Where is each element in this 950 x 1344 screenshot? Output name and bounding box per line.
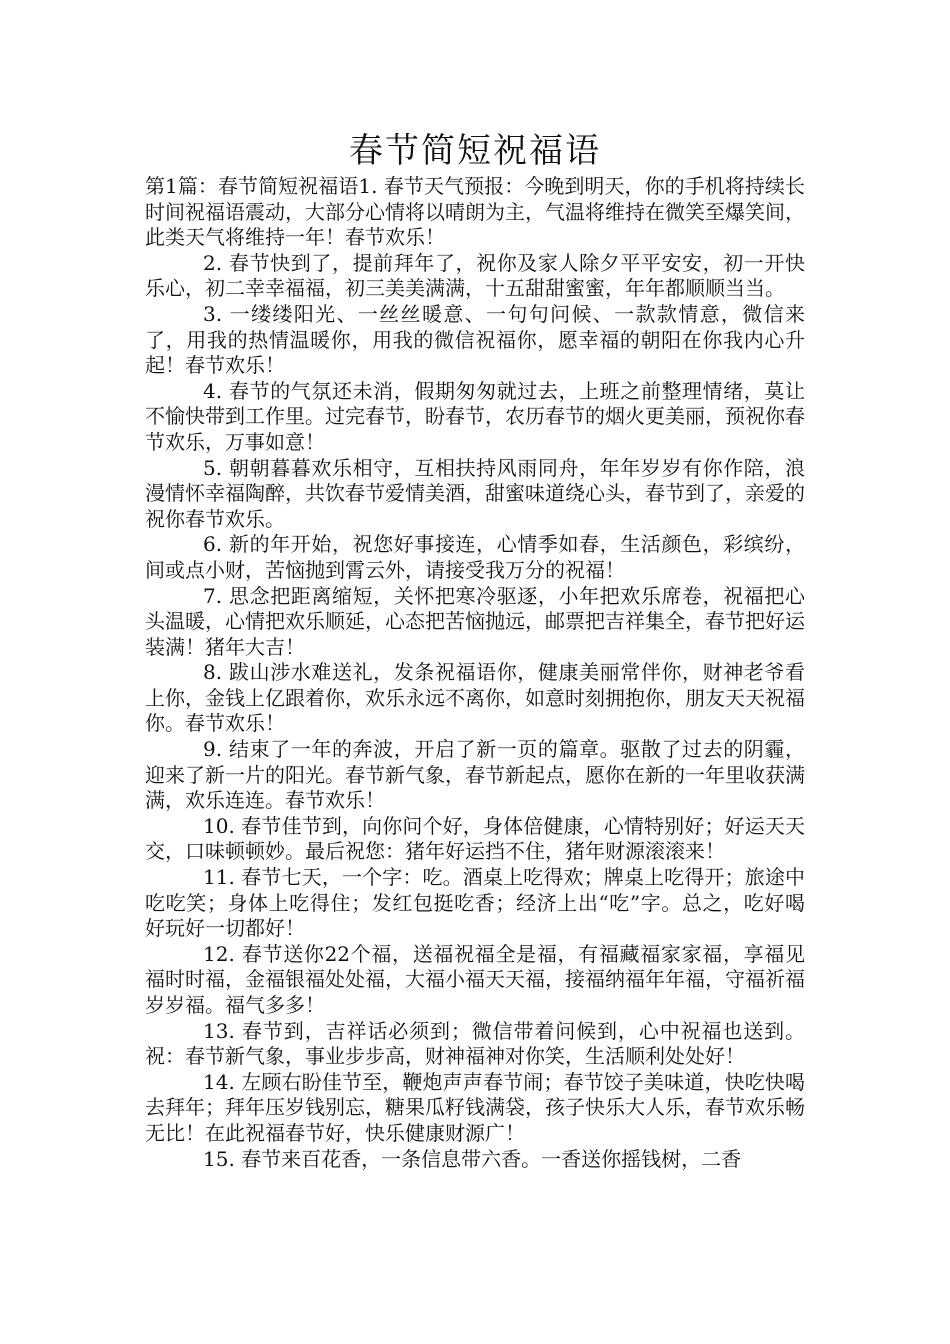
document-body	[145, 174, 805, 1172]
paragraph-12: 12. 春节送你22个福，送福祝福全是福，有福藏福家家福，享福见福时时福，金福银福处处福，大福小福天天福，接福纳福年年福，守福祈福岁岁福。福气多多！	[145, 941, 805, 1017]
paragraph-11: 11. 春节七天，一个字：吃。酒桌上吃得欢；牌桌上吃得开；旅途中吃吃笑；身体上吃得住；发红包挺吃香；经济上出“吃”字。总之，吃好喝好玩好一切都好！	[145, 865, 805, 941]
paragraph-6: 6. 新的年开始，祝您好事接连，心情季如春，生活颜色，彩缤纷，间或点小财，苦恼抛到霄云外，请接受我万分的祝福！	[145, 532, 805, 582]
paragraph-15: 15. 春节来百花香，一条信息带六香。一香送你摇钱树，二香	[203, 1146, 742, 1171]
paragraph-3: 3. 一缕缕阳光、一丝丝暖意、一句句问候、一款款情意，微信来了，用我的热情温暖你，用我的微信祝福你，愿幸福的朝阳在你我内心升起！春节欢乐！	[145, 301, 805, 378]
paragraph-1: 第1篇：春节简短祝福语1. 春节天气预报：今晚到明天，你的手机将持续长时间祝福语震动，大部分心情将以晴朗为主，气温将维持在微笑至爆笑间，此类天气将维持一年！春节欢乐！	[145, 174, 805, 250]
paragraph-2: 2. 春节快到了，提前拜年了，祝你及家人除夕平平安安，初一开快乐心，初二幸幸福福，初三美美满满，十五甜甜蜜蜜，年年都顺顺当当。	[145, 250, 805, 301]
paragraph-14: 14. 左顾右盼佳节至，鞭炮声声春节闹；春节饺子美味道，快吃快喝去拜年；拜年压岁钱别忘，糖果瓜籽钱满袋，孩子快乐大人乐，春节欢乐畅无比！在此祝福春节好，快乐健康财源广！	[145, 1069, 805, 1145]
paragraph-4: 4. 春节的气氛还未消，假期匆匆就过去，上班之前整理情绪，莫让不愉快带到工作里。过完春节，盼春节，农历春节的烟火更美丽，预祝你春节欢乐，万事如意！	[145, 378, 805, 454]
paragraph-13: 13. 春节到，吉祥话必须到；微信带着问候到，心中祝福也送到。祝：春节新气象，事业步步高，财神福神对你笑，生活顺利处处好！	[145, 1018, 805, 1069]
paragraph-10: 10. 春节佳节到，向你问个好，身体倍健康，心情特别好；好运天天交，口味顿顿妙。最后祝您：猪年好运挡不住，猪年财源滚滚来！	[145, 813, 805, 864]
paragraph-9: 9. 结束了一年的奔波，开启了新一页的篇章。驱散了过去的阴霾，迎来了新一片的阳光。春节新气象，春节新起点，愿你在新的一年里收获满满，欢乐连连。春节欢乐！	[145, 737, 805, 813]
paragraph-7: 7. 思念把距离缩短，关怀把寒冷驱逐，小年把欢乐席卷，祝福把心头温暖，心情把欢乐顺延，心态把苦恼抛远，邮票把吉祥集全，春节把好运装满！猪年大吉！	[145, 583, 805, 659]
document-title: 春节简短祝福语	[349, 131, 601, 171]
paragraph-5: 5. 朝朝暮暮欢乐相守，互相扶持风雨同舟，年年岁岁有你作陪，浪漫情怀幸福陶醉，共饮春节爱情美酒，甜蜜味道绕心头，春节到了，亲爱的祝你春节欢乐。	[145, 455, 805, 531]
paragraph-8: 8. 跋山涉水难送礼，发条祝福语你，健康美丽常伴你，财神老爷看上你，金钱上亿跟着你，欢乐永远不离你，如意时刻拥抱你，朋友天天祝福你。春节欢乐！	[145, 660, 805, 736]
